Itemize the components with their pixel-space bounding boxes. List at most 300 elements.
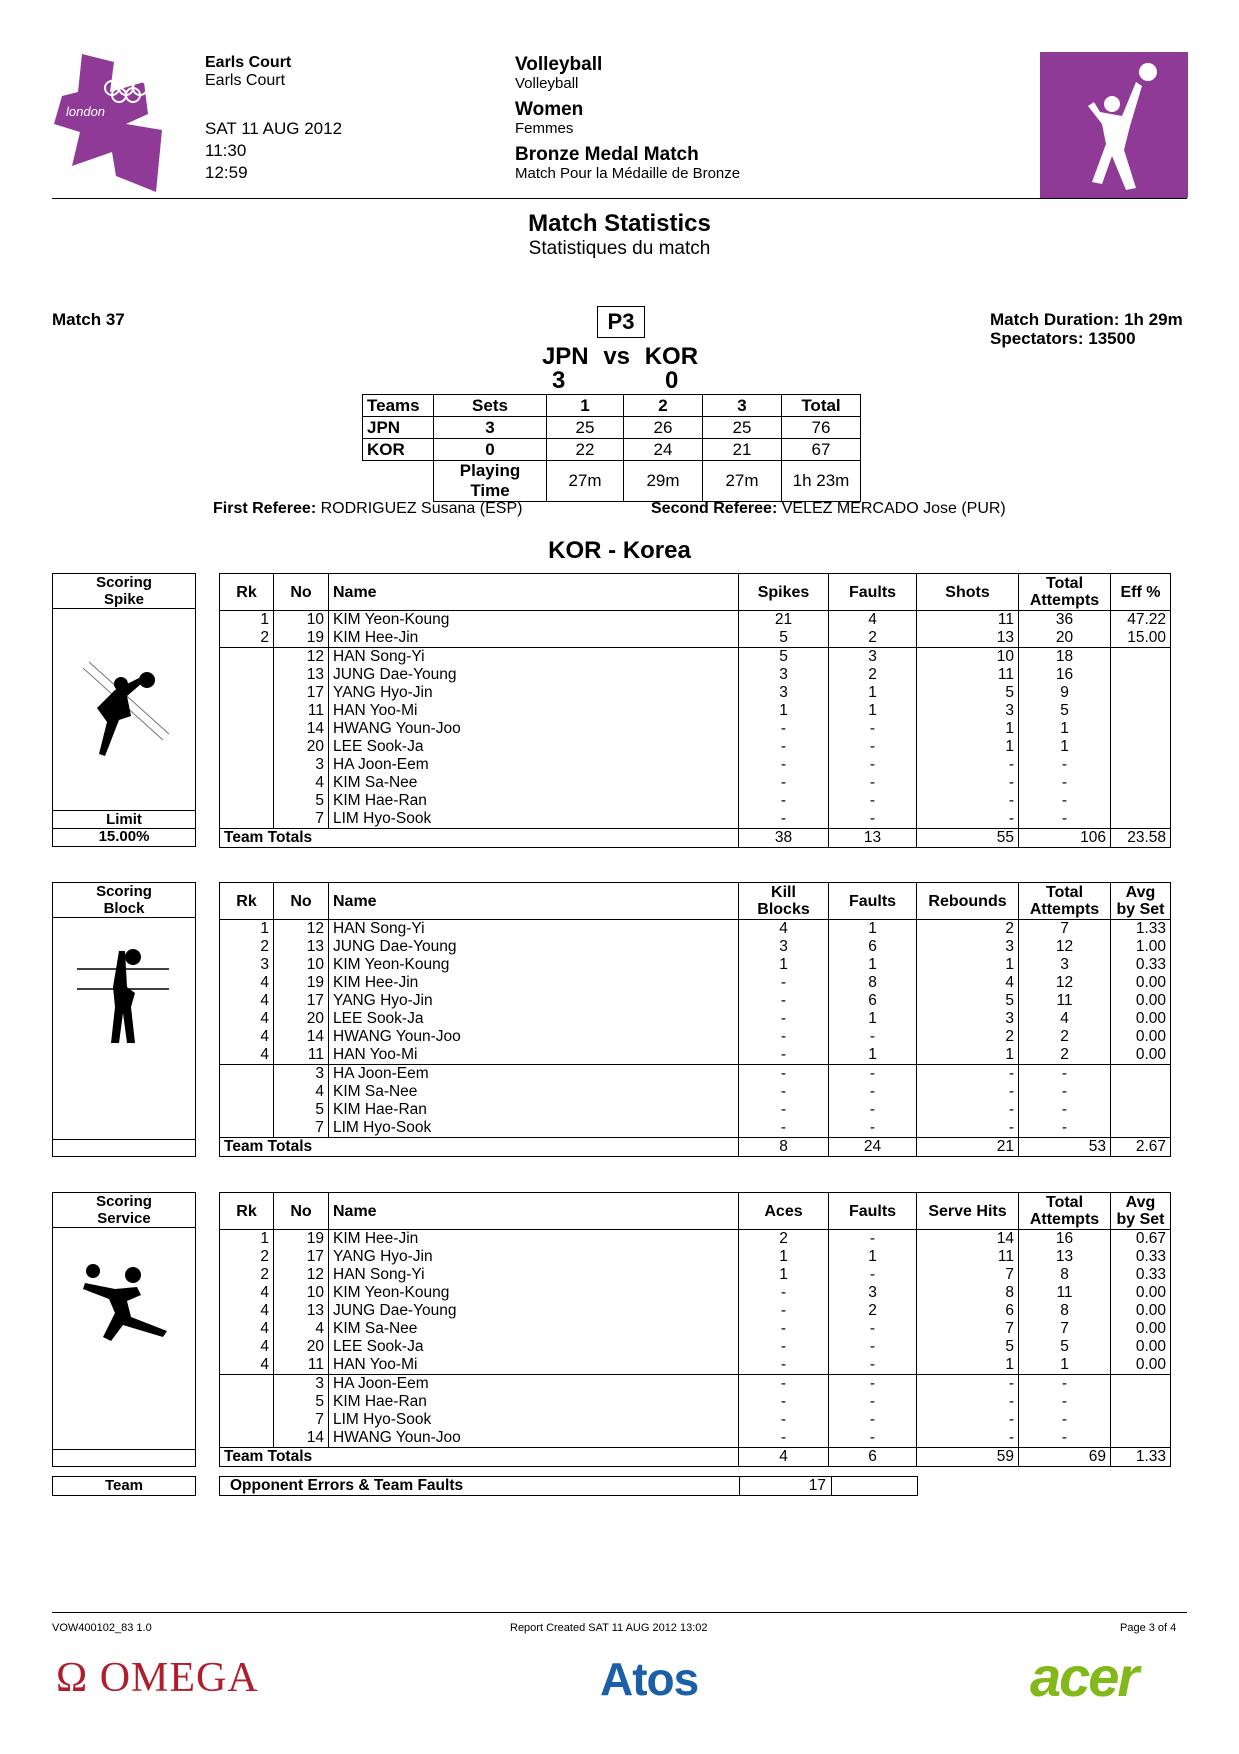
team-totals-cell: 6 [829, 1448, 917, 1467]
stats-cell: - [917, 756, 1019, 774]
stats-cell: - [1019, 1429, 1111, 1448]
stats-cell: 5 [739, 629, 829, 648]
stats-cell: 4 [1019, 1010, 1111, 1028]
stats-cell: - [739, 1411, 829, 1429]
match-info [990, 310, 1183, 348]
omega-logo [56, 1654, 259, 1702]
omega-text: OMEGA [99, 1655, 259, 1701]
match-duration: Match Duration: 1h 29m [990, 310, 1183, 329]
stats-cell: 17 [274, 1248, 329, 1266]
stats-cell: HAN Song-Yi [329, 648, 739, 667]
stats-cell: - [739, 1338, 829, 1356]
summary-row [363, 439, 861, 461]
stats-cell: - [739, 738, 829, 756]
court-label: P3 [597, 306, 645, 338]
stats-cell [220, 756, 274, 774]
stats-cell: 11 [1019, 992, 1111, 1010]
stats-cell: - [829, 1393, 917, 1411]
summary-cell: 21 [703, 439, 782, 461]
team-totals-cell: 2.67 [1111, 1138, 1171, 1157]
stats-cell: - [1019, 756, 1111, 774]
opponent-errors-box [219, 1476, 918, 1496]
stats-cell: KIM Hee-Jin [329, 974, 739, 992]
team-totals-cell: 4 [739, 1448, 829, 1467]
stats-cell: 8 [1019, 1302, 1111, 1320]
stats-cell: 1 [220, 1230, 274, 1249]
stats-cell: 4 [917, 974, 1019, 992]
other-row [220, 1083, 1171, 1101]
ranked-row [220, 1356, 1171, 1375]
stats-cell: - [739, 1356, 829, 1375]
side-title-line: Scoring [96, 883, 152, 900]
ranked-row [220, 938, 1171, 956]
stats-cell: - [739, 1284, 829, 1302]
stats-cell: - [829, 1375, 917, 1394]
stats-cell [1111, 1375, 1171, 1394]
stats-cell: YANG Hyo-Jin [329, 992, 739, 1010]
stats-cell: KIM Yeon-Koung [329, 1284, 739, 1302]
spike-side-box [52, 573, 196, 847]
stats-cell: 1 [829, 684, 917, 702]
stats-cell: 2 [1019, 1028, 1111, 1046]
team-totals-cell: 13 [829, 829, 917, 848]
stats-cell: - [829, 738, 917, 756]
stats-cell: 10 [274, 956, 329, 974]
stats-cell: 3 [739, 684, 829, 702]
stats-cell: 2 [829, 629, 917, 648]
limit-value: 15.00% [98, 828, 150, 845]
stats-cell: 2 [917, 920, 1019, 939]
ranked-row [220, 956, 1171, 974]
stats-header: Rk [220, 883, 274, 920]
stats-cell: LIM Hyo-Sook [329, 1119, 739, 1138]
team-totals-cell: 23.58 [1111, 829, 1171, 848]
title-en: Match Statistics [528, 210, 711, 237]
stats-header: Faults [829, 1193, 917, 1230]
first-referee [213, 500, 522, 518]
stats-header: Serve Hits [917, 1193, 1019, 1230]
stats-cell: - [1019, 1065, 1111, 1084]
stats-cell: 0.00 [1111, 974, 1171, 992]
stats-cell: - [829, 1411, 917, 1429]
service-side-box [52, 1192, 196, 1467]
other-row [220, 1393, 1171, 1411]
stats-cell: - [829, 1119, 917, 1138]
team-side-box [52, 1476, 196, 1496]
block-icon [75, 947, 171, 1052]
spike-table [219, 573, 1171, 848]
stats-cell: - [829, 1356, 917, 1375]
team2: KOR [644, 343, 699, 370]
stats-cell: 4 [220, 1356, 274, 1375]
stats-cell: 3 [274, 1065, 329, 1084]
stats-cell: - [739, 1375, 829, 1394]
stats-cell: 17 [274, 684, 329, 702]
stats-header: Faults [829, 883, 917, 920]
first-referee-name: RODRIGUEZ Susana (ESP) [320, 500, 523, 517]
stats-cell [220, 810, 274, 829]
stats-cell: - [739, 792, 829, 810]
stats-cell: - [917, 1429, 1019, 1448]
stats-cell: 14 [274, 1429, 329, 1448]
stats-cell: 1 [829, 1248, 917, 1266]
stats-cell: 6 [829, 992, 917, 1010]
summary-header: 2 [624, 395, 703, 417]
stats-cell: 0.00 [1111, 1302, 1171, 1320]
stats-cell: 2 [220, 1266, 274, 1284]
summary-cell: JPN [363, 417, 434, 439]
stats-header: Rk [220, 1193, 274, 1230]
stats-cell: LIM Hyo-Sook [329, 1411, 739, 1429]
stats-cell: 10 [274, 1284, 329, 1302]
stats-cell: JUNG Dae-Young [329, 1302, 739, 1320]
stats-cell [1111, 792, 1171, 810]
time-start: 11:30 [205, 141, 247, 160]
stats-cell: JUNG Dae-Young [329, 938, 739, 956]
sport-fr: Volleyball [515, 75, 579, 92]
ranked-row [220, 1230, 1171, 1249]
stats-cell: 19 [274, 1230, 329, 1249]
stats-cell: 5 [274, 1101, 329, 1119]
stats-cell [1111, 666, 1171, 684]
team-totals-cell: 55 [917, 829, 1019, 848]
stats-header: Avg by Set [1111, 1193, 1171, 1230]
stats-cell: HWANG Youn-Joo [329, 1028, 739, 1046]
stats-cell: 6 [917, 1302, 1019, 1320]
title-fr: Statistiques du match [528, 238, 711, 259]
stats-header: Total Attempts [1019, 574, 1111, 611]
stats-cell: 1 [1019, 738, 1111, 756]
venue-fr: Earls Court [205, 72, 286, 89]
stats-cell: 4 [220, 1284, 274, 1302]
team-totals-label: Team Totals [220, 829, 739, 848]
stats-cell: 4 [274, 774, 329, 792]
stats-cell: 19 [274, 974, 329, 992]
stats-cell: 5 [274, 792, 329, 810]
stats-cell: 4 [220, 1010, 274, 1028]
stats-cell: 20 [274, 1010, 329, 1028]
stats-cell: 4 [220, 1046, 274, 1065]
side-title-line: Block [103, 900, 145, 917]
vs-label: vs [603, 343, 631, 370]
stats-cell: 0.00 [1111, 1338, 1171, 1356]
stats-cell: KIM Hae-Ran [329, 792, 739, 810]
side-title [53, 574, 195, 609]
spectators: Spectators: 13500 [990, 329, 1136, 348]
team-totals-cell: 69 [1019, 1448, 1111, 1467]
score2: 0 [665, 367, 679, 394]
stats-cell [1111, 648, 1171, 667]
summary-cell: KOR [363, 439, 434, 461]
summary-header: 3 [703, 395, 782, 417]
stats-cell: 5 [917, 1338, 1019, 1356]
stats-cell: 1 [1019, 1356, 1111, 1375]
venue-block [205, 54, 342, 184]
stats-cell: 11 [917, 1248, 1019, 1266]
summary-header: Sets [434, 395, 547, 417]
stats-cell: - [829, 1338, 917, 1356]
doc-code: VOW400102_83 1.0 [52, 1622, 152, 1634]
stats-cell [220, 1393, 274, 1411]
playing-time-row [363, 461, 861, 502]
stats-cell: 7 [1019, 920, 1111, 939]
stats-cell: - [739, 720, 829, 738]
stats-cell [1111, 738, 1171, 756]
stats-cell [1111, 684, 1171, 702]
ranked-row [220, 1284, 1171, 1302]
team-totals-label: Team Totals [220, 1448, 739, 1467]
stats-cell: - [1019, 774, 1111, 792]
stats-cell: 5 [917, 684, 1019, 702]
stats-cell: 4 [739, 920, 829, 939]
ranked-row [220, 1338, 1171, 1356]
team-heading: KOR - Korea [548, 537, 691, 564]
side-footer [53, 1449, 195, 1450]
team-totals-cell: 38 [739, 829, 829, 848]
london-2012-logo [52, 52, 184, 198]
stats-cell: 3 [917, 1010, 1019, 1028]
stats-cell: 0.33 [1111, 956, 1171, 974]
stats-cell [1111, 1083, 1171, 1101]
ranked-row [220, 992, 1171, 1010]
acer-logo: acer [1030, 1645, 1138, 1708]
team-totals-cell: 106 [1019, 829, 1111, 848]
playing-time-label: Playing Time [434, 461, 547, 502]
stats-cell: KIM Hae-Ran [329, 1393, 739, 1411]
stats-cell: HWANG Youn-Joo [329, 720, 739, 738]
side-title-line: Scoring [96, 574, 152, 591]
team-totals-row [220, 829, 1171, 848]
stats-cell: 0.33 [1111, 1248, 1171, 1266]
summary-cell: 25 [703, 417, 782, 439]
stats-cell: 4 [220, 1320, 274, 1338]
ranked-row [220, 611, 1171, 630]
stats-cell: 18 [1019, 648, 1111, 667]
summary-cell: 0 [434, 439, 547, 461]
stats-cell: 12 [274, 1266, 329, 1284]
stats-cell: KIM Hee-Jin [329, 1230, 739, 1249]
stats-cell [220, 684, 274, 702]
stats-cell: - [829, 1065, 917, 1084]
other-row [220, 648, 1171, 667]
stats-cell: HA Joon-Eem [329, 1375, 739, 1394]
stats-cell: HAN Yoo-Mi [329, 1356, 739, 1375]
side-footer [53, 1139, 195, 1140]
stats-header-row [220, 883, 1171, 920]
stats-cell: - [1019, 1101, 1111, 1119]
stats-cell [220, 1429, 274, 1448]
other-row [220, 684, 1171, 702]
block-side-box [52, 882, 196, 1157]
stats-cell [220, 720, 274, 738]
footer-rule [52, 1612, 1187, 1613]
stats-cell: 5 [917, 992, 1019, 1010]
stats-header: No [274, 883, 329, 920]
stats-cell: HWANG Youn-Joo [329, 1429, 739, 1448]
second-referee-name: VELEZ MERCADO Jose (PUR) [781, 500, 1006, 517]
stats-cell: KIM Sa-Nee [329, 1083, 739, 1101]
stats-cell: KIM Yeon-Koung [329, 956, 739, 974]
stats-cell: - [829, 1028, 917, 1046]
stats-header: Rebounds [917, 883, 1019, 920]
stats-cell: 1 [917, 1046, 1019, 1065]
atos-logo: Atos [600, 1653, 699, 1705]
stats-cell: 13 [917, 629, 1019, 648]
stats-cell: 1 [739, 702, 829, 720]
stats-cell: HAN Yoo-Mi [329, 1046, 739, 1065]
team-totals-cell: 59 [917, 1448, 1019, 1467]
stats-cell: 0.00 [1111, 1320, 1171, 1338]
side-title-line: Scoring [96, 1193, 152, 1210]
stats-cell: 4 [220, 1302, 274, 1320]
stats-header: No [274, 574, 329, 611]
stats-cell: 2 [220, 938, 274, 956]
stats-cell: 4 [220, 1338, 274, 1356]
stats-cell: 1 [917, 1356, 1019, 1375]
stats-cell: 8 [1019, 1266, 1111, 1284]
stats-cell: 3 [274, 756, 329, 774]
stats-cell: 0.00 [1111, 1284, 1171, 1302]
stats-cell: 20 [274, 738, 329, 756]
side-title [53, 1193, 195, 1228]
stats-cell [1111, 1393, 1171, 1411]
stats-cell: 1.33 [1111, 920, 1171, 939]
stats-cell: 10 [274, 611, 329, 630]
stats-cell: 11 [917, 666, 1019, 684]
stats-cell: LEE Sook-Ja [329, 738, 739, 756]
stats-cell: - [739, 1119, 829, 1138]
other-row [220, 774, 1171, 792]
team-totals-row [220, 1138, 1171, 1157]
stats-cell: 12 [274, 920, 329, 939]
stats-cell: YANG Hyo-Jin [329, 684, 739, 702]
summary-cell: 76 [782, 417, 861, 439]
summary-cell: 3 [434, 417, 547, 439]
stats-cell: 1 [917, 720, 1019, 738]
stats-cell: 3 [739, 938, 829, 956]
summary-header: Teams [363, 395, 434, 417]
stats-cell: 7 [917, 1320, 1019, 1338]
stats-cell [220, 1375, 274, 1394]
stats-cell: 3 [739, 666, 829, 684]
stats-cell [1111, 810, 1171, 829]
page-number: Page 3 of 4 [1120, 1622, 1177, 1634]
stats-cell [1111, 756, 1171, 774]
stats-cell: - [917, 810, 1019, 829]
other-row [220, 756, 1171, 774]
stats-cell: 2 [829, 1302, 917, 1320]
team-totals-label: Team Totals [220, 1138, 739, 1157]
other-row [220, 720, 1171, 738]
stats-header: Shots [917, 574, 1019, 611]
stats-cell: - [829, 1230, 917, 1249]
stats-cell: 11 [274, 1046, 329, 1065]
stats-cell: - [739, 810, 829, 829]
ranked-row [220, 629, 1171, 648]
spike-icon [79, 660, 171, 765]
stats-cell: 0.33 [1111, 1266, 1171, 1284]
stats-cell: 16 [1019, 1230, 1111, 1249]
stats-header: Avg by Set [1111, 883, 1171, 920]
stats-cell [220, 666, 274, 684]
ranked-row [220, 1028, 1171, 1046]
stats-cell [220, 648, 274, 667]
svg-text:london: london [66, 104, 106, 119]
other-row [220, 1429, 1171, 1448]
stats-cell: 14 [274, 720, 329, 738]
gender: Women [515, 99, 584, 120]
playing-time-cell: 27m [547, 461, 624, 502]
stats-header-row [220, 1193, 1171, 1230]
stats-cell: 1 [829, 1046, 917, 1065]
stats-cell: KIM Sa-Nee [329, 774, 739, 792]
stats-cell [1111, 702, 1171, 720]
service-table [219, 1192, 1171, 1467]
stats-cell [1111, 774, 1171, 792]
team-totals-cell: 1.33 [1111, 1448, 1171, 1467]
ranked-row [220, 1046, 1171, 1065]
opponent-errors-value: 17 [808, 1477, 826, 1494]
stats-cell: 11 [274, 1356, 329, 1375]
stats-header-row [220, 574, 1171, 611]
volleyball-pictogram [1040, 52, 1188, 198]
stats-cell: - [739, 756, 829, 774]
stats-cell: 1 [829, 702, 917, 720]
second-referee-label: Second Referee: [651, 500, 778, 517]
stats-cell: - [739, 774, 829, 792]
stats-cell: 0.00 [1111, 1010, 1171, 1028]
stats-cell: - [739, 1101, 829, 1119]
limit-label: Limit [53, 810, 195, 829]
stats-cell: HA Joon-Eem [329, 756, 739, 774]
block-table [219, 882, 1171, 1157]
stats-cell: 12 [1019, 938, 1111, 956]
stats-cell [220, 702, 274, 720]
stats-cell: LIM Hyo-Sook [329, 810, 739, 829]
stats-cell: HAN Song-Yi [329, 1266, 739, 1284]
summary-row [363, 417, 861, 439]
stats-cell: 3 [917, 702, 1019, 720]
stats-header: Total Attempts [1019, 883, 1111, 920]
header-rule [52, 198, 1187, 199]
stats-cell: 11 [1019, 1284, 1111, 1302]
stats-cell [220, 1119, 274, 1138]
event-phase: Bronze Medal Match [515, 144, 699, 165]
stats-cell: 19 [274, 629, 329, 648]
stats-header: Name [329, 883, 739, 920]
stats-header: Name [329, 574, 739, 611]
stats-cell: - [1019, 1393, 1111, 1411]
team-totals-cell: 24 [829, 1138, 917, 1157]
stats-cell: KIM Yeon-Koung [329, 611, 739, 630]
stats-header: Eff % [1111, 574, 1171, 611]
stats-cell: - [1019, 792, 1111, 810]
stats-cell [1111, 1065, 1171, 1084]
other-row [220, 1119, 1171, 1138]
stats-cell: 0.00 [1111, 992, 1171, 1010]
set-summary-table [362, 394, 861, 502]
stats-cell: - [829, 792, 917, 810]
stats-cell: - [739, 974, 829, 992]
stats-cell: 8 [917, 1284, 1019, 1302]
stats-cell: 2 [220, 1248, 274, 1266]
team-totals-row [220, 1448, 1171, 1467]
stats-cell: 9 [1019, 684, 1111, 702]
stats-cell: - [829, 1083, 917, 1101]
stats-header: Aces [739, 1193, 829, 1230]
stats-cell: 5 [1019, 702, 1111, 720]
stats-cell: KIM Hee-Jin [329, 629, 739, 648]
